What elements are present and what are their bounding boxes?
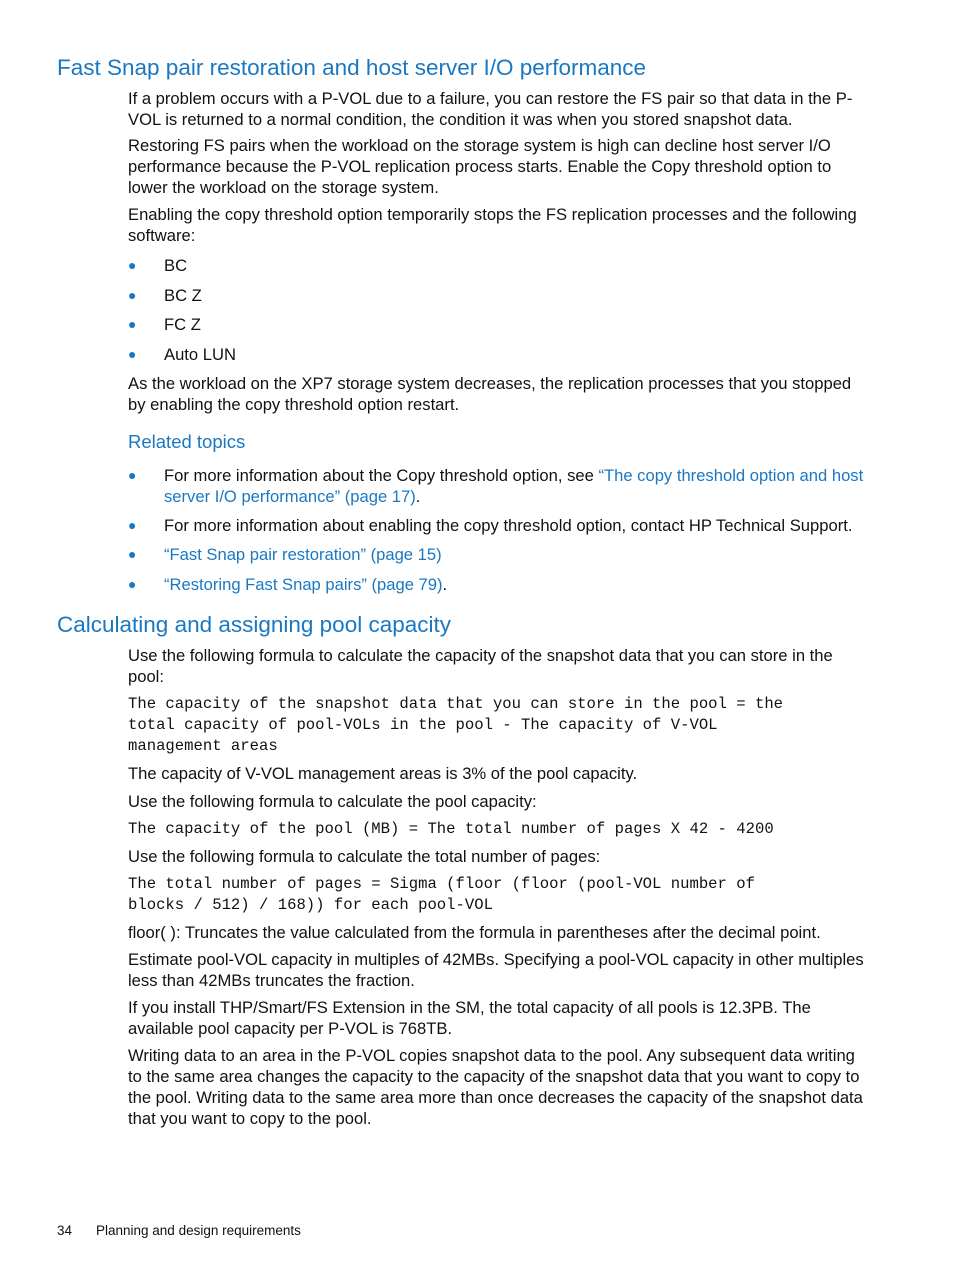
section-heading-pool-capacity: Calculating and assigning pool capacity <box>57 612 452 637</box>
software-item-label: BC <box>164 256 188 275</box>
list-item <box>128 344 873 365</box>
paragraph-vvol-management-areas: The capacity of V-VOL management areas is 3% of the pool capacity. <box>128 764 638 783</box>
list-item <box>128 314 873 335</box>
list-item <box>128 465 873 507</box>
paragraph-formula-intro-block <box>128 645 873 687</box>
software-item-label: FC Z <box>164 315 201 334</box>
list-item <box>128 255 873 276</box>
list-item <box>128 544 873 565</box>
related-topics-heading-block <box>128 430 873 454</box>
chapter-title: Planning and design requirements <box>96 1223 301 1238</box>
link-copy-threshold-option[interactable]: “The copy threshold option and host server I/O performance” (page 17) <box>164 466 864 506</box>
code-total-pages-formula: The total number of pages = Sigma (floor (floor (pool-VOL number of blocks / 512) / 168)) for each pool-VOL <box>128 875 755 914</box>
related-item-text: For more information about enabling the copy threshold option, contact HP Technical Support. <box>164 516 853 535</box>
paragraph-floor-definition: floor( ): Truncates the value calculated from the formula in parentheses after the decimal point. <box>128 923 821 942</box>
paragraph-pool-capacity-intro: Use the following formula to calculate the pool capacity: <box>128 792 537 811</box>
bullet-icon: ● <box>128 287 137 303</box>
link-fast-snap-pair-restoration[interactable]: “Fast Snap pair restoration” (page 15) <box>164 545 442 564</box>
list-item <box>128 285 873 306</box>
paragraph-pages-intro-block <box>128 846 873 867</box>
related-topics-heading: Related topics <box>128 431 246 452</box>
paragraph-workload-block <box>128 135 873 198</box>
section-heading-fast-snap-restoration: Fast Snap pair restoration and host server I/O performance <box>57 55 647 80</box>
code-pool-capacity-block <box>128 819 873 840</box>
code-total-pages-block <box>128 874 873 916</box>
page-number: 34 <box>57 1223 73 1238</box>
paragraph-estimate-block <box>128 949 873 991</box>
page-footer <box>57 1222 301 1240</box>
paragraph-floor-block <box>128 922 873 943</box>
paragraph-estimate-capacity: Estimate pool-VOL capacity in multiples of 42MBs. Specifying a pool-VOL capacity in other multiples less than 42MBs truncates the fraction. <box>128 950 864 990</box>
paragraph-workload: Restoring FS pairs when the workload on the storage system is high can decline host server I/O performance because the P-VOL replication process starts. Enable the Copy threshold option to lower the workload on the storage system. <box>128 136 832 197</box>
paragraph-writing-data-block <box>128 1045 873 1129</box>
related-item-suffix: . <box>442 575 448 594</box>
bullet-icon: ● <box>128 257 137 273</box>
bullet-icon: ● <box>128 546 137 562</box>
paragraph-restore-intro-block <box>128 88 873 130</box>
related-item-text: For more information about the Copy threshold option, see <box>164 466 599 485</box>
paragraph-writing-data: Writing data to an area in the P-VOL copies snapshot data to the pool. Any subsequent data writing to the same area changes the capacity to the capacity of the snapshot data that you want to copy to the pool. Writing data to the same area more than once decreases the capacity of the snapshot data that you want to copy to the pool. <box>128 1046 863 1128</box>
bullet-icon: ● <box>128 517 137 533</box>
link-restoring-fast-snap-pairs[interactable]: “Restoring Fast Snap pairs” (page 79) <box>164 575 443 594</box>
paragraph-vvol-areas-block <box>128 763 873 784</box>
bullet-icon: ● <box>128 576 137 592</box>
paragraph-workload-decrease: As the workload on the XP7 storage system decreases, the replication processes that you stopped by enabling the copy threshold option restart. <box>128 374 852 414</box>
software-list <box>128 255 873 365</box>
paragraph-total-pages-intro: Use the following formula to calculate the total number of pages: <box>128 847 601 866</box>
paragraph-pool-capacity-intro-block <box>128 791 873 812</box>
software-item-label: Auto LUN <box>164 345 236 364</box>
related-topics-list <box>128 465 873 595</box>
software-list-block <box>128 255 873 365</box>
software-item-label: BC Z <box>164 286 202 305</box>
paragraph-formula-intro: Use the following formula to calculate the capacity of the snapshot data that you can store in the pool: <box>128 646 833 686</box>
paragraph-restore-intro: If a problem occurs with a P-VOL due to a failure, you can restore the FS pair so that data in the P-VOL is returned to a normal condition, the condition it was when you stored snapshot data. <box>128 89 853 129</box>
paragraph-extension-capacity: If you install THP/Smart/FS Extension in the SM, the total capacity of all pools is 12.3PB. The available pool capacity per P-VOL is 768TB. <box>128 998 811 1038</box>
bullet-icon: ● <box>128 346 137 362</box>
paragraph-copy-threshold: Enabling the copy threshold option temporarily stops the FS replication processes and the following software: <box>128 205 857 245</box>
code-snapshot-capacity-block <box>128 694 873 757</box>
code-pool-capacity-formula: The capacity of the pool (MB) = The total number of pages X 42 - 4200 <box>128 820 774 838</box>
bullet-icon: ● <box>128 316 137 332</box>
list-item <box>128 515 873 536</box>
bullet-icon: ● <box>128 467 137 483</box>
paragraph-workload-decrease-block <box>128 373 873 415</box>
list-item <box>128 574 873 595</box>
paragraph-extension-block <box>128 997 873 1039</box>
related-topics-list-block <box>128 465 873 595</box>
related-item-suffix: . <box>415 487 421 506</box>
code-snapshot-capacity-formula: The capacity of the snapshot data that you can store in the pool = the total capacity of pool-VOLs in the pool - The capacity of V-VOL management areas <box>128 695 784 755</box>
paragraph-copy-threshold-block <box>128 204 873 246</box>
